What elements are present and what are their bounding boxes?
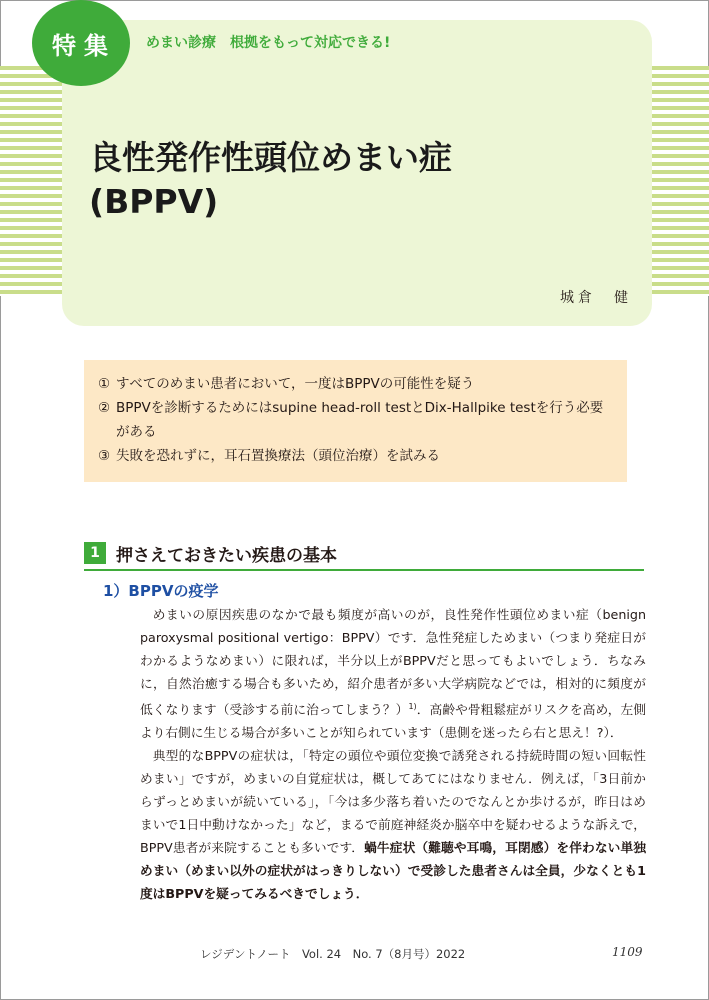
section-title: 押さえておきたい疾患の基本	[116, 545, 337, 566]
paragraph-text: ．高齢や骨粗鬆症がリスクを高め，左側より右側に生じる場合が多いことが知られています（患側を迷ったら右と思え！?）．	[140, 702, 647, 741]
key-point-text: BPPVを診断するためにはsupine head-roll testとDix-Hallpike testを行う必要がある	[116, 400, 604, 440]
key-point-number: ①	[98, 376, 111, 392]
paragraph	[140, 603, 646, 744]
article-title-line2: (BPPV)	[89, 182, 219, 221]
key-point	[98, 372, 615, 396]
subsection-title: 1）BPPVの疫学	[103, 582, 219, 600]
decorative-stripes-left	[0, 66, 62, 296]
emphasized-text: 蝸牛症状（難聴や耳鳴，耳閉感）を伴わない単独めまい（めまい以外の症状がはっきりしない）で受診した患者さんは全員，少なくとも1度はBPPVを疑ってみるべきでしょう．	[140, 840, 647, 902]
paragraph	[140, 744, 646, 905]
key-point	[98, 444, 615, 468]
key-points-box	[84, 360, 627, 482]
author-name: 城倉 健	[560, 290, 632, 306]
article-title	[89, 136, 452, 224]
key-point-number: ②	[98, 400, 111, 416]
section-number: 1	[84, 542, 106, 564]
paragraph-text: めまいの原因疾患のなかで最も頻度が高いのが，良性発作性頭位めまい症（benign paroxysmal positional vertigo：BPPV）です．急性発症しためまい（つまり発症日がわかるようなめまい）に限れば，半分以上がBPPVだと思ってもよいでしょう．ちなみに，自然治癒する場合も多いため，紹介患者が多い大学病院などでは，相対的に頻度が低くなります（受診する前に治ってしまう？）	[140, 607, 646, 718]
feature-badge: 特集	[32, 0, 130, 86]
paragraph-text: 典型的なBPPVの症状は，「特定の頭位や頭位変換で誘発される持続時間の短い回転性めまい」ですが，めまいの自覚症状は，概してあてにはなりません．例えば，「3日前からずっとめまいが続いている」，「今は多少落ち着いたのでなんとか歩けるが，昨日はめまいで1日中動けなかった」など，まるで前庭神経炎か脳卒中を疑わせるような訴えで，BPPV患者が来院することも多いです．	[140, 748, 646, 856]
decorative-stripes-right	[652, 66, 709, 296]
page-number: 1109	[612, 945, 643, 959]
series-title: めまい診療 根拠をもって対応できる!	[146, 35, 391, 51]
citation-superscript: 1)	[408, 702, 417, 711]
body-text	[140, 603, 646, 905]
key-point-text: 失敗を恐れずに，耳石置換療法（頭位治療）を試みる	[116, 448, 440, 464]
key-point	[98, 396, 615, 444]
footer-journal-info: レジデントノート Vol. 24 No. 7（8月号）2022	[200, 947, 466, 961]
key-point-text: すべてのめまい患者において，一度はBPPVの可能性を疑う	[116, 376, 475, 392]
article-title-line1: 良性発作性頭位めまい症	[89, 138, 452, 177]
key-point-number: ③	[98, 448, 111, 464]
section-heading	[84, 537, 644, 571]
